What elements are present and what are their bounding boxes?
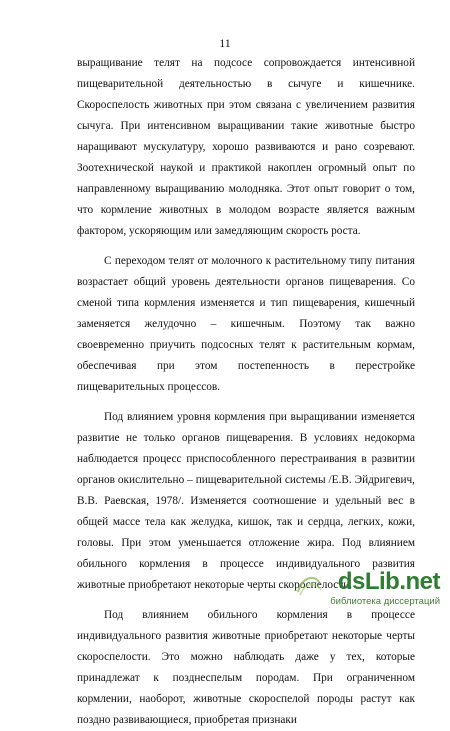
- paragraph-3: Под влиянием уровня кормления при выращивании изменяется развитие не только органов пищеварения. В условиях недокорма наблюдается процесс приспособленного перестраивания в развитии органов окислительно – пищеварительной системы /Е.В. Эйдригевич, В.В. Раевская, 1978/. Изменяется соотношение и удельный вес в общей массе тела как желудка, кишок, так и сердца, легких, кожи, головы. При этом уменьшается отложение жира. Под влиянием обильного кормления в процессе индивидуального развития животные приобретают некоторые черты скороспелости.: [77, 411, 415, 591]
- page-number: 11: [219, 36, 231, 50]
- paragraph-2: С переходом телят от молочного к растительному типу питания возрастает общий уровень деятельности органов пищеварения. Со сменой типа кормления изменяется и тип пищеварения, кишечный заменяется желудочно – кишечным. Поэтому так важно своевременно приучить подсосных телят к растительным кормам, обеспечивая при этом постепенность в перестройке пищеварительных процессов.: [77, 255, 415, 393]
- watermark-logo: dsLib.net: [337, 568, 440, 595]
- paragraph-1: выращивание телят на подсосе сопровождается интенсивной пищеварительной деятельностью в сычуге и кишечнике. Скороспелость животных при этом связана с увеличением развития сычуга. При интенсивном выращивании такие животные быстро наращивают мускулатуру, хорошо развиваются и рано созревают. Зоотехнической наукой и практикой накоплен огромный опыт по направленному выращиванию молодняка. Этот опыт говорит о том, что кормление животных в молодом возрасте является важным фактором, ускоряющим или замедляющим скорость роста.: [77, 57, 415, 237]
- document-body: [77, 53, 415, 731]
- watermark-tagline: библиотека диссертаций: [330, 596, 440, 607]
- paragraph-4: Под влиянием обильного кормления в процессе индивидуального развития животные приобретают некоторые черты скороспелости. Это можно наблюдать даже у тех, которые принадлежат к позднеспелым породам. При ограниченном кормлении, наоборот, животные скороспелой породы растут как поздно развивающиеся, приобретая признаки: [77, 609, 415, 726]
- swirl-icon: [294, 570, 324, 598]
- watermark: [300, 568, 440, 608]
